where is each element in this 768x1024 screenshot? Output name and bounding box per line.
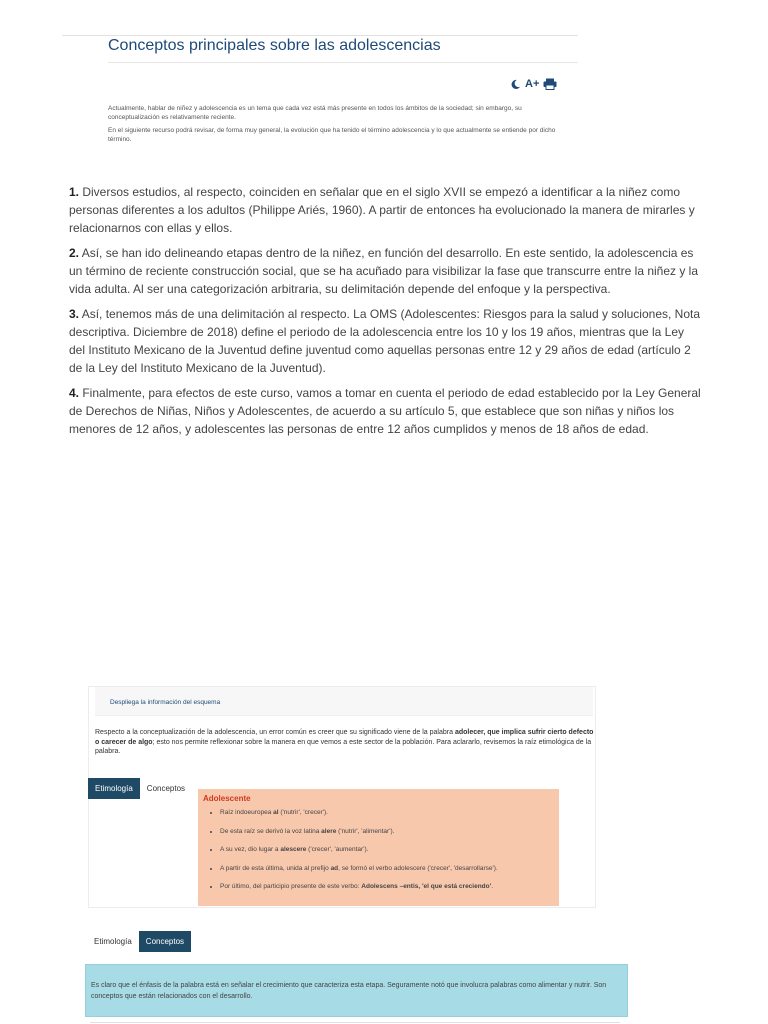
list-item: • De esta raíz se derivó la voz latina alere ('nutrir', 'alimentar'). (220, 827, 565, 846)
etimologia-list (208, 808, 565, 901)
schema-text: ; esto nos permite reflexionar sobre la manera en que vemos a este sector de la población. Para aclararlo, revisemos la raíz etimológica de la palabra. (95, 738, 592, 755)
etimologia-heading: Adolescente (203, 794, 251, 803)
intro-text (108, 104, 568, 148)
reading-tools (510, 78, 557, 90)
top-divider (62, 35, 578, 36)
font-size-button[interactable]: A+ (525, 78, 540, 90)
numbered-paragraph (69, 384, 701, 438)
tab-conceptos[interactable]: Conceptos (140, 778, 192, 799)
paragraph-text: Así, tenemos más de una delimitación al respecto. La OMS (Adolescentes: Riesgos para la salud y soluciones, Nota descriptiva. Diciembre de 2018) define el periodo de la adolescencia entre los 10 y los 19 años, mientras que la Ley del Instituto Mexicano de la Juventud define juventud como aquellas personas entre 12 y 29 años de edad (artículo 2 de la Ley del Instituto Mexicano de la Juventud). (69, 307, 701, 375)
numbered-paragraph (69, 183, 701, 237)
schema-tabs-2 (87, 931, 191, 952)
paragraph-number: 4. (69, 386, 80, 400)
paragraph-text: Diversos estudios, al respecto, coinciden en señalar que en el siglo XVII se empezó a identificar a la niñez como personas diferentes a los adultos (Philippe Ariés, 1960). A partir de entonces ha evolucionado la manera de mirarles y relacionarnos con ellas y ellos. (69, 185, 695, 235)
schema-tabs (88, 778, 192, 799)
paragraph-number: 3. (69, 307, 80, 321)
dark-mode-button[interactable] (510, 79, 521, 90)
paragraph-text: Finalmente, para efectos de este curso, vamos a tomar en cuenta el periodo de edad establecido por la Ley General de Derechos de Niñas, Niños y Adolescentes, de acuerdo a su artículo 5, que establece que son niñas y niños los menores de 12 años, y adolescentes las personas de entre 12 años cumplidos y menos de 18 años de edad. (69, 386, 701, 436)
intro-paragraph: Actualmente, hablar de niñez y adolescencia es un tema que cada vez está más presente en todos los ámbitos de la sociedad; sin embargo, su conceptualización es relativamente reciente. (108, 105, 522, 121)
list-item: • Raíz indoeuropea al ('nutrir', 'crecer'). (220, 808, 565, 827)
bottom-divider (90, 1022, 620, 1023)
print-button[interactable] (543, 78, 557, 90)
tab-etimologia[interactable]: Etimología (87, 931, 139, 952)
list-item: • A su vez, dio lugar a alescere ('crecer', 'aumentar'). (220, 845, 565, 864)
schema-expand-link[interactable]: Despliega la información del esquema (110, 699, 221, 706)
schema-text-bold: adolecer, que implica sufrir cierto defecto o carecer de algo (95, 729, 594, 746)
paragraph-number: 1. (69, 185, 80, 199)
numbered-paragraph (69, 305, 701, 377)
schema-description (95, 728, 599, 757)
page-title: Conceptos principales sobre las adolescencias (108, 37, 441, 54)
schema-expand-bar (95, 687, 593, 716)
conceptos-text: Es claro que el énfasis de la palabra está en señalar el crecimiento que caracteriza esta etapa. Seguramente notó que involucra palabras como alimentar y nutrir. Son conceptos que están relacionados con el desarrollo. (91, 982, 607, 1000)
etimologia-panel (198, 789, 559, 906)
paragraph-text: Así, se han ido delineando etapas dentro de la niñez, en función del desarrollo. En este sentido, la adolescencia es un término de reciente construcción social, que se ha acuñado para visibilizar la fase que transcurre entre la niñez y la vida adulta. Al ser una categorización arbitraria, su delimitación depende del enfoque y la perspectiva. (69, 246, 699, 296)
numbered-paragraph (69, 244, 701, 298)
paragraph-number: 2. (69, 246, 80, 260)
print-icon (543, 78, 557, 90)
intro-paragraph: En el siguiente recurso podrá revisar, de forma muy general, la evolución que ha tenido el término adolescencia y lo que actualmente se entiende por dicho término. (108, 127, 556, 143)
moon-icon (510, 79, 521, 90)
schema-text: Respecto a la conceptualización de la adolescencia, un error común es creer que su significado viene de la palabra (95, 729, 455, 736)
tab-conceptos[interactable]: Conceptos (139, 931, 191, 952)
main-content (69, 183, 701, 445)
conceptos-panel (85, 964, 628, 1017)
list-item: • Por último, del participio presente de este verbo: Adolescens –entis, 'el que está creciendo'. (220, 882, 565, 901)
tab-etimologia[interactable]: Etimología (88, 778, 140, 799)
list-item: • A partir de esta última, unida al prefijo ad, se formó el verbo adolescere ('crecer', 'desarrollarse'). (220, 864, 565, 883)
title-divider (108, 62, 578, 63)
